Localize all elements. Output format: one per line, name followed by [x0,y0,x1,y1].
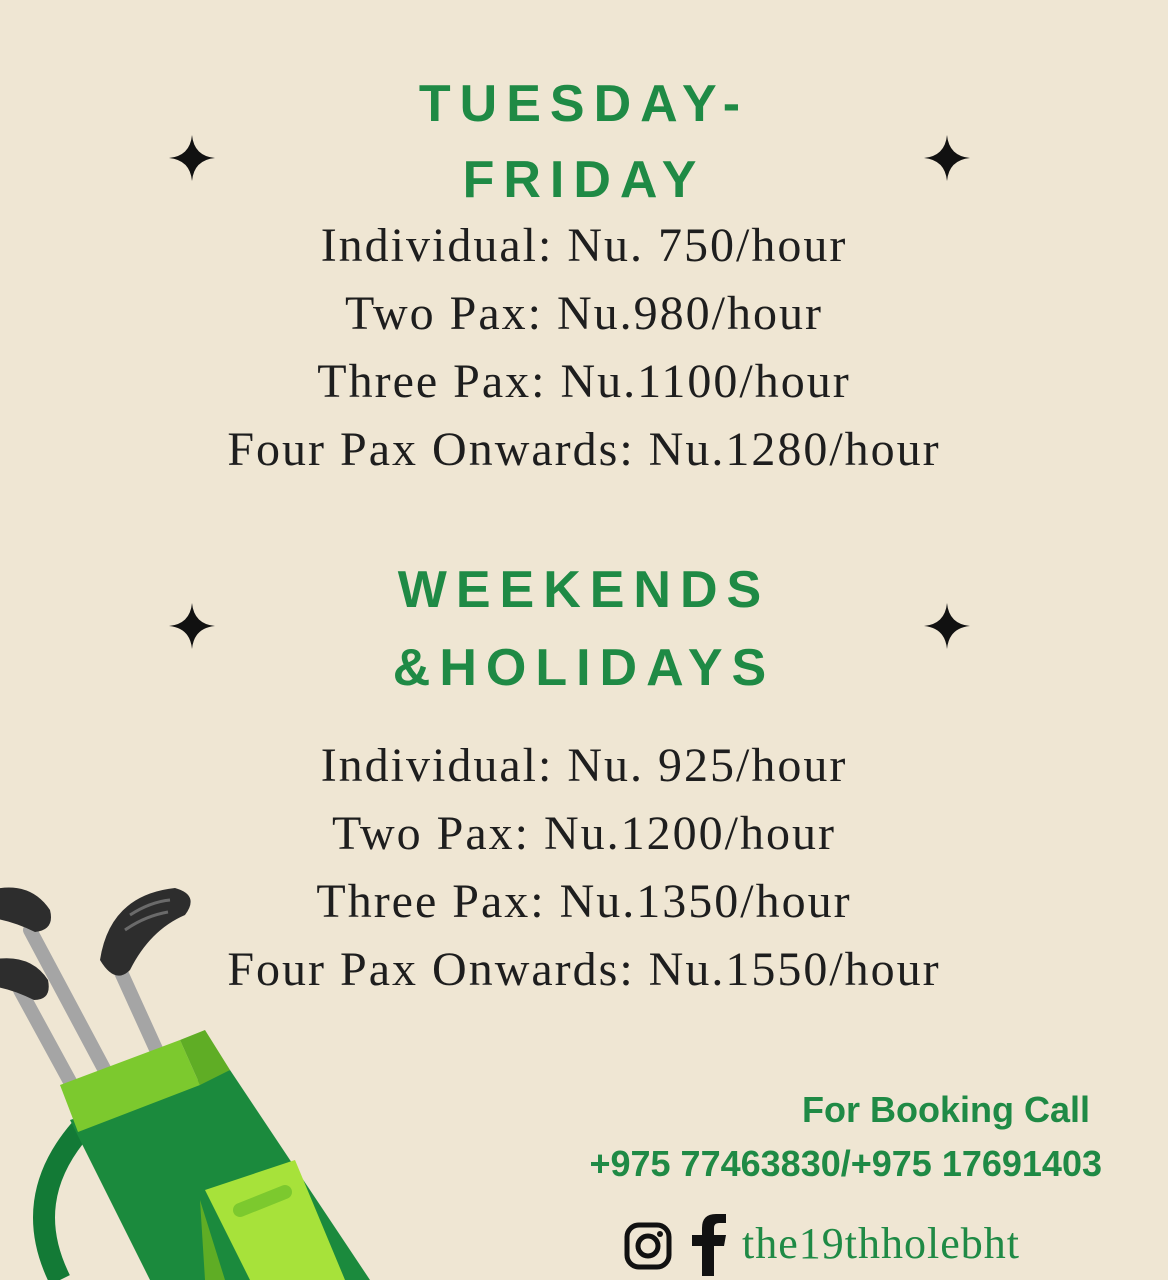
heading-line: FRIDAY [462,151,706,209]
social-handle[interactable]: the19thholebht [742,1219,1020,1268]
rate-line: Two Pax: Nu.980/hour [345,287,823,340]
section-heading-weekend [0,561,1168,619]
section-heading-weekday-line2 [0,151,1168,209]
heading-line: WEEKENDS [397,561,771,619]
rate-line: Four Pax Onwards: Nu.1550/hour [227,943,941,996]
heading-line: &HOLIDAYS [392,639,776,697]
rate-line: Individual: Nu. 750/hour [320,219,848,272]
rate-line: Three Pax: Nu.1350/hour [316,875,852,928]
rate-line: Individual: Nu. 925/hour [320,739,848,792]
booking-phone[interactable]: +975 77463830/+975 17691403 [589,1143,1102,1184]
rate-line: Two Pax: Nu.1200/hour [332,807,836,860]
section-heading-weekday [0,75,1168,133]
instagram-icon[interactable] [624,1222,672,1270]
booking-title: For Booking Call [802,1089,1090,1130]
golf-bag-illustration [0,870,380,1280]
rate-line: Three Pax: Nu.1100/hour [317,355,851,408]
facebook-icon[interactable] [688,1214,728,1276]
heading-line: TUESDAY- [418,75,750,133]
section-heading-weekend-line2 [0,639,1168,697]
rate-line: Four Pax Onwards: Nu.1280/hour [227,423,941,476]
